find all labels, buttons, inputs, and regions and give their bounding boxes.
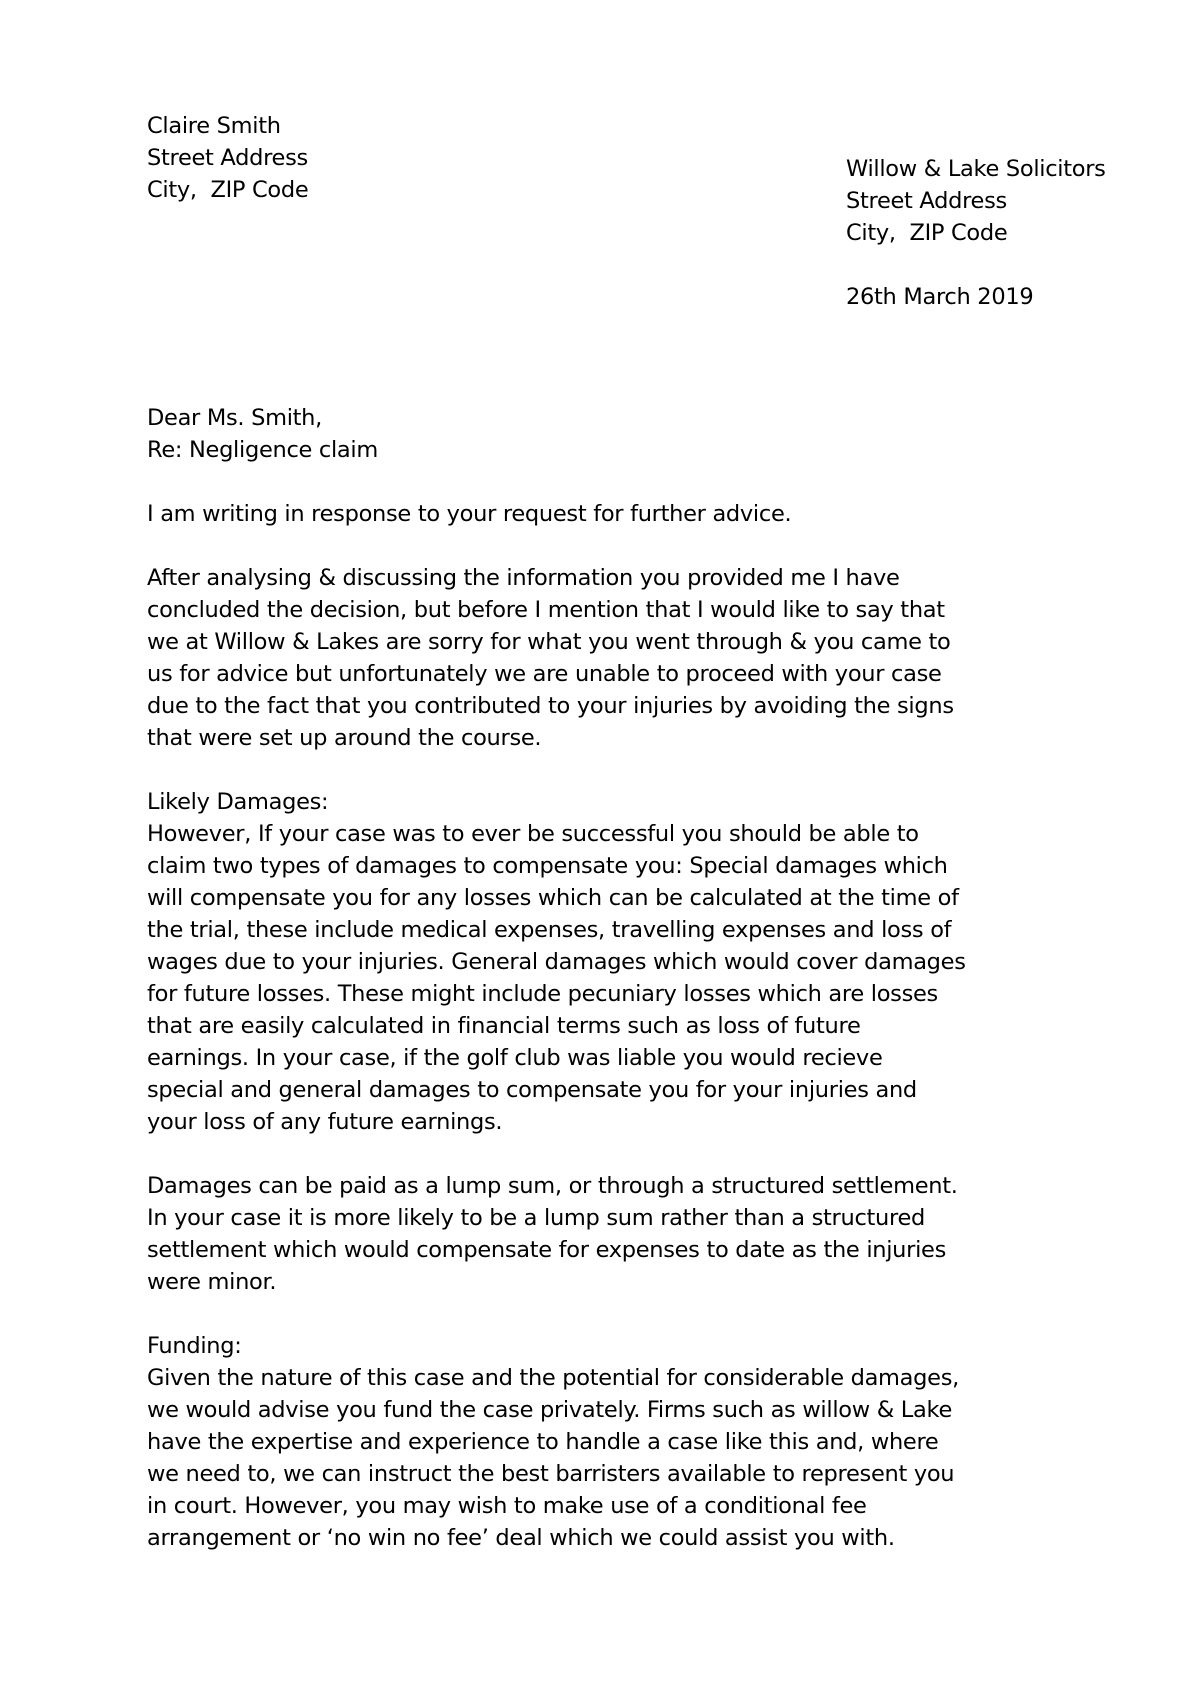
- heading-text: Likely Damages:: [147, 789, 329, 815]
- paragraph-line: that were set up around the course.: [147, 725, 542, 751]
- paragraph-line: concluded the decision, but before I mention that I would like to say that: [147, 597, 945, 623]
- paragraph-line: in court. However, you may wish to make use of a conditional fee: [147, 1493, 867, 1519]
- sender-city: City, ZIP Code: [147, 177, 309, 203]
- subject-line: [147, 434, 378, 466]
- paragraph-line: settlement which would compensate for expenses to date as the injuries: [147, 1237, 947, 1263]
- paragraph-line: have the expertise and experience to handle a case like this and, where: [147, 1429, 939, 1455]
- sender-address: [147, 110, 308, 206]
- paragraph-line: claim two types of damages to compensate you: Special damages which: [147, 853, 948, 879]
- salutation-text: Dear Ms. Smith,: [147, 405, 322, 431]
- damages-heading: [147, 786, 328, 818]
- paragraph-line: that are easily calculated in financial terms such as loss of future: [147, 1013, 861, 1039]
- paragraph-line: we at Willow & Lakes are sorry for what you went through & you came to: [147, 629, 951, 655]
- paragraph-line: Damages can be paid as a lump sum, or through a structured settlement.: [147, 1173, 958, 1199]
- subject-text: Re: Negligence claim: [147, 437, 378, 463]
- lump-sum-paragraph: [147, 1170, 958, 1298]
- paragraph-line: earnings. In your case, if the golf club was liable you would recieve: [147, 1045, 883, 1071]
- paragraph-line: wages due to your injuries. General damages which would cover damages: [147, 949, 966, 975]
- paragraph-line: Given the nature of this case and the potential for considerable damages,: [147, 1365, 959, 1391]
- paragraph-line: we would advise you fund the case privately. Firms such as willow & Lake: [147, 1397, 953, 1423]
- date-text: 26th March 2019: [846, 284, 1034, 310]
- paragraph-line: your loss of any future earnings.: [147, 1109, 503, 1135]
- paragraph-line: were minor.: [147, 1269, 277, 1295]
- heading-text: Funding:: [147, 1333, 242, 1359]
- sender-street: Street Address: [147, 145, 308, 171]
- decision-paragraph: [147, 562, 954, 754]
- paragraph-line: However, If your case was to ever be successful you should be able to: [147, 821, 919, 847]
- paragraph-line: the trial, these include medical expenses, travelling expenses and loss of: [147, 917, 952, 943]
- funding-heading: [147, 1330, 242, 1362]
- paragraph-line: we need to, we can instruct the best barristers available to represent you: [147, 1461, 955, 1487]
- paragraph-line: special and general damages to compensate you for your injuries and: [147, 1077, 917, 1103]
- paragraph-line: In your case it is more likely to be a lump sum rather than a structured: [147, 1205, 925, 1231]
- paragraph-line: will compensate you for any losses which can be calculated at the time of: [147, 885, 959, 911]
- recipient-street: Street Address: [846, 188, 1007, 214]
- salutation: [147, 402, 322, 434]
- letter-date: [846, 281, 1033, 313]
- funding-paragraph: [147, 1362, 959, 1554]
- intro-text: I am writing in response to your request for further advice.: [147, 501, 792, 527]
- damages-paragraph: [147, 818, 966, 1138]
- recipient-city: City, ZIP Code: [846, 220, 1008, 246]
- intro-paragraph: [147, 498, 791, 530]
- paragraph-line: us for advice but unfortunately we are unable to proceed with your case: [147, 661, 942, 687]
- paragraph-line: for future losses. These might include pecuniary losses which are losses: [147, 981, 938, 1007]
- sender-name: Claire Smith: [147, 113, 281, 139]
- recipient-address: [846, 153, 1106, 249]
- recipient-name: Willow & Lake Solicitors: [846, 156, 1106, 182]
- paragraph-line: due to the fact that you contributed to your injuries by avoiding the signs: [147, 693, 954, 719]
- paragraph-line: arrangement or ‘no win no fee’ deal which we could assist you with.: [147, 1525, 895, 1551]
- paragraph-line: After analysing & discussing the information you provided me I have: [147, 565, 900, 591]
